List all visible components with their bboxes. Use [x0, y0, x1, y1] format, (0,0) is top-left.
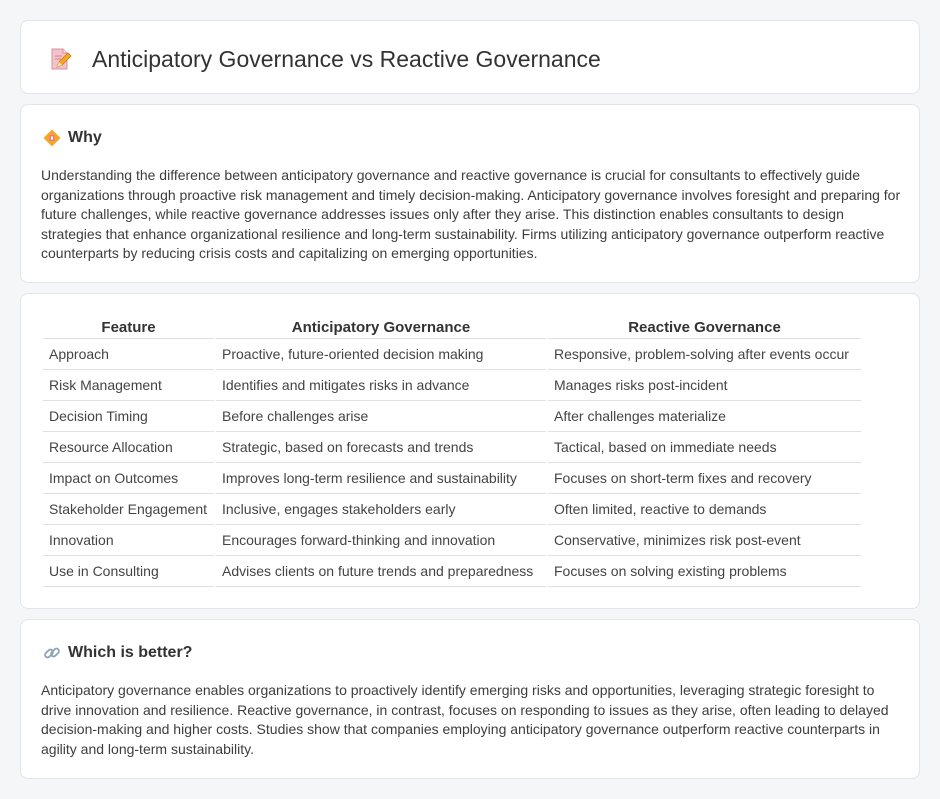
cell-anticipatory: Identifies and mitigates risks in advance: [215, 370, 547, 401]
why-body: Understanding the difference between anticipatory governance and reactive governance is crucial for consultants to effectively guide organizations through proactive risk management and timely decision-making. Anticipatory governance involves foresight and preparing for future challenges, while reactive governance addresses issues only after they arise. This distinction enables consultants to design strategies that enhance organizational resilience and long-term sustainability. Firms utilizing anticipatory governance outperform reactive counterparts by reducing crisis costs and capitalizing on emerging opportunities.: [41, 167, 901, 261]
title-card: [20, 20, 920, 94]
cell-feature: Innovation: [43, 525, 215, 556]
why-section: [20, 104, 920, 283]
table-row: [43, 401, 861, 432]
comparison-table: [43, 315, 861, 587]
cell-anticipatory: Inclusive, engages stakeholders early: [215, 494, 547, 525]
cell-anticipatory: Advises clients on future trends and preparedness: [215, 556, 547, 587]
table-row: [43, 525, 861, 556]
cell-anticipatory: Before challenges arise: [215, 401, 547, 432]
cell-feature: Decision Timing: [43, 401, 215, 432]
header-feature: Feature: [43, 315, 215, 339]
cell-anticipatory: Strategic, based on forecasts and trends: [215, 432, 547, 463]
cell-feature: Stakeholder Engagement: [43, 494, 215, 525]
cell-reactive: After challenges materialize: [547, 401, 861, 432]
cell-reactive: Often limited, reactive to demands: [547, 494, 861, 525]
table-row: [43, 463, 861, 494]
why-heading-text: Why: [68, 129, 102, 146]
document-pencil-icon: [48, 47, 72, 71]
cell-feature: Impact on Outcomes: [43, 463, 215, 494]
table-row: [43, 339, 861, 370]
table-row: [43, 370, 861, 401]
cell-feature: Approach: [43, 339, 215, 370]
link-icon: [43, 644, 61, 662]
header-reactive: Reactive Governance: [547, 315, 861, 339]
cell-reactive: Tactical, based on immediate needs: [547, 432, 861, 463]
cell-reactive: Conservative, minimizes risk post-event: [547, 525, 861, 556]
page-title: Anticipatory Governance vs Reactive Governance: [92, 46, 601, 72]
cell-feature: Resource Allocation: [43, 432, 215, 463]
comparison-section: [20, 293, 920, 609]
cell-anticipatory: Proactive, future-oriented decision making: [215, 339, 547, 370]
cell-feature: Use in Consulting: [43, 556, 215, 587]
why-heading: [43, 127, 102, 149]
cell-reactive: Responsive, problem-solving after events occur: [547, 339, 861, 370]
table-row: [43, 432, 861, 463]
better-body: Anticipatory governance enables organizations to proactively identify emerging risks and opportunities, leveraging strategic foresight to drive innovation and resilience. Reactive governance, in contrast, focuses on responding to issues as they arise, often leading to delayed decision-making and higher costs. Studies show that companies employing anticipatory governance outperform reactive counterparts in agility and long-term sustainability.: [41, 682, 889, 757]
which-is-better-section: [20, 619, 920, 779]
better-heading: [43, 642, 192, 664]
cell-anticipatory: Improves long-term resilience and sustainability: [215, 463, 547, 494]
cell-anticipatory: Encourages forward-thinking and innovation: [215, 525, 547, 556]
diamond-signal-icon: [43, 129, 61, 147]
cell-feature: Risk Management: [43, 370, 215, 401]
cell-reactive: Focuses on short-term fixes and recovery: [547, 463, 861, 494]
table-header-row: [43, 315, 861, 339]
cell-reactive: Focuses on solving existing problems: [547, 556, 861, 587]
header-anticipatory: Anticipatory Governance: [215, 315, 547, 339]
cell-reactive: Manages risks post-incident: [547, 370, 861, 401]
better-heading-text: Which is better?: [68, 644, 193, 661]
table-row: [43, 556, 861, 587]
table-row: [43, 494, 861, 525]
